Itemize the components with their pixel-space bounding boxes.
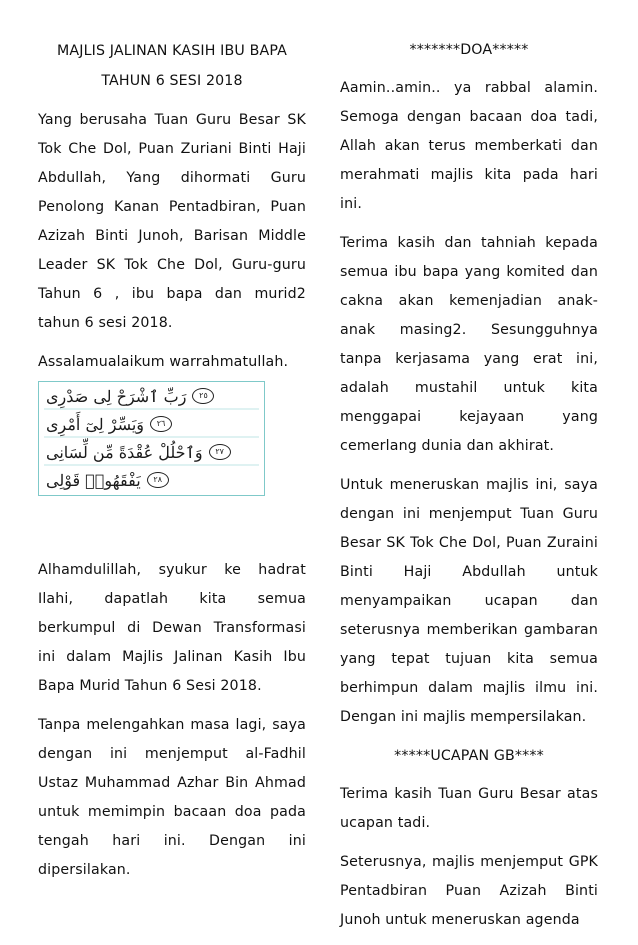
alhamdulillah-paragraph: Alhamdulillah, syukur ke hadrat Ilahi, dapatlah kita semua berkumpul di Dewan Transformasi ini dalam Majlis Jalinan Kasih Ibu Bapa Murid Tahun 6 Sesi 2018. bbox=[38, 562, 306, 694]
verse-26 bbox=[46, 413, 257, 435]
verse-27 bbox=[46, 441, 257, 463]
verse-number: ٢٥ bbox=[192, 388, 214, 404]
doa-heading: *******DOA***** bbox=[409, 42, 529, 58]
verse-28 bbox=[46, 469, 257, 491]
ucapan-heading: *****UCAPAN GB**** bbox=[394, 748, 544, 764]
greeting-line: Assalamualaikum warrahmatullah. bbox=[38, 354, 289, 370]
verse-25 bbox=[46, 385, 257, 407]
right-column bbox=[340, 36, 598, 945]
left-column bbox=[38, 36, 306, 895]
quran-verses-image bbox=[38, 381, 265, 496]
verse-text: يَفْقَهُوا۟ قَوْلِى bbox=[46, 470, 141, 490]
invitation-doa-paragraph: Tanpa melengahkan masa lagi, saya dengan ini menjemput al-Fadhil Ustaz Muhammad Azhar Bin Ahmad untuk memimpin bacaan doa pada tengah hari ini. Dengan ini dipersilakan. bbox=[38, 717, 306, 878]
doc-title-line2: TAHUN 6 SESI 2018 bbox=[101, 73, 243, 89]
invite-gb-paragraph: Untuk meneruskan majlis ini, saya dengan ini menjemput Tuan Guru Besar SK Tok Che Dol, Puan Zuraini Binti Haji Abdullah untuk menyampaikan ucapan dan seterusnya memberikan gambaran yang tepat tujuan kita semua berhimpun dalam majlis ilmu ini. Dengan ini majlis mempersilakan. bbox=[340, 477, 598, 725]
aamin-paragraph: Aamin..amin.. ya rabbal alamin. Semoga dengan bacaan doa tadi, Allah akan terus memberkati dan merahmati majlis kita pada hari ini. bbox=[340, 80, 598, 212]
verse-number: ٢٧ bbox=[209, 444, 231, 460]
doc-title-line1: MAJLIS JALINAN KASIH IBU BAPA bbox=[57, 43, 287, 59]
verse-text: رَبِّ ٱشْرَحْ لِى صَدْرِى bbox=[46, 386, 187, 406]
opening-paragraph: Yang berusaha Tuan Guru Besar SK Tok Che Dol, Puan Zuriani Binti Haji Abdullah, Yang dihormati Guru Penolong Kanan Pentadbiran, Puan Azizah Binti Junoh, Barisan Middle Leader SK Tok Che Dol, Guru-guru Tahun 6 , ibu bapa dan murid2 tahun 6 sesi 2018. bbox=[38, 112, 306, 331]
thanks-paragraph: Terima kasih dan tahniah kepada semua ibu bapa yang komited dan cakna akan kemenjadian anak-anak masing2. Sesungguhnya tanpa kerjasama yang erat ini, adalah mustahil untuk kita menggapai kejayaan yang cemerlang dunia dan akhirat. bbox=[340, 235, 598, 454]
thanks-gb-paragraph: Terima kasih Tuan Guru Besar atas ucapan tadi. bbox=[340, 786, 598, 831]
invite-gpk-paragraph: Seterusnya, majlis menjemput GPK Pentadbiran Puan Azizah Binti Junoh untuk meneruskan agenda bbox=[340, 854, 598, 928]
verse-number: ٢٨ bbox=[147, 472, 169, 488]
spacer bbox=[38, 496, 306, 556]
verse-number: ٢٦ bbox=[150, 416, 172, 432]
verse-text: وَٱحْلُلْ عُقْدَةً مِّن لِّسَانِى bbox=[46, 442, 203, 462]
verse-text: وَيَسِّرْ لِىٓ أَمْرِى bbox=[46, 414, 145, 434]
